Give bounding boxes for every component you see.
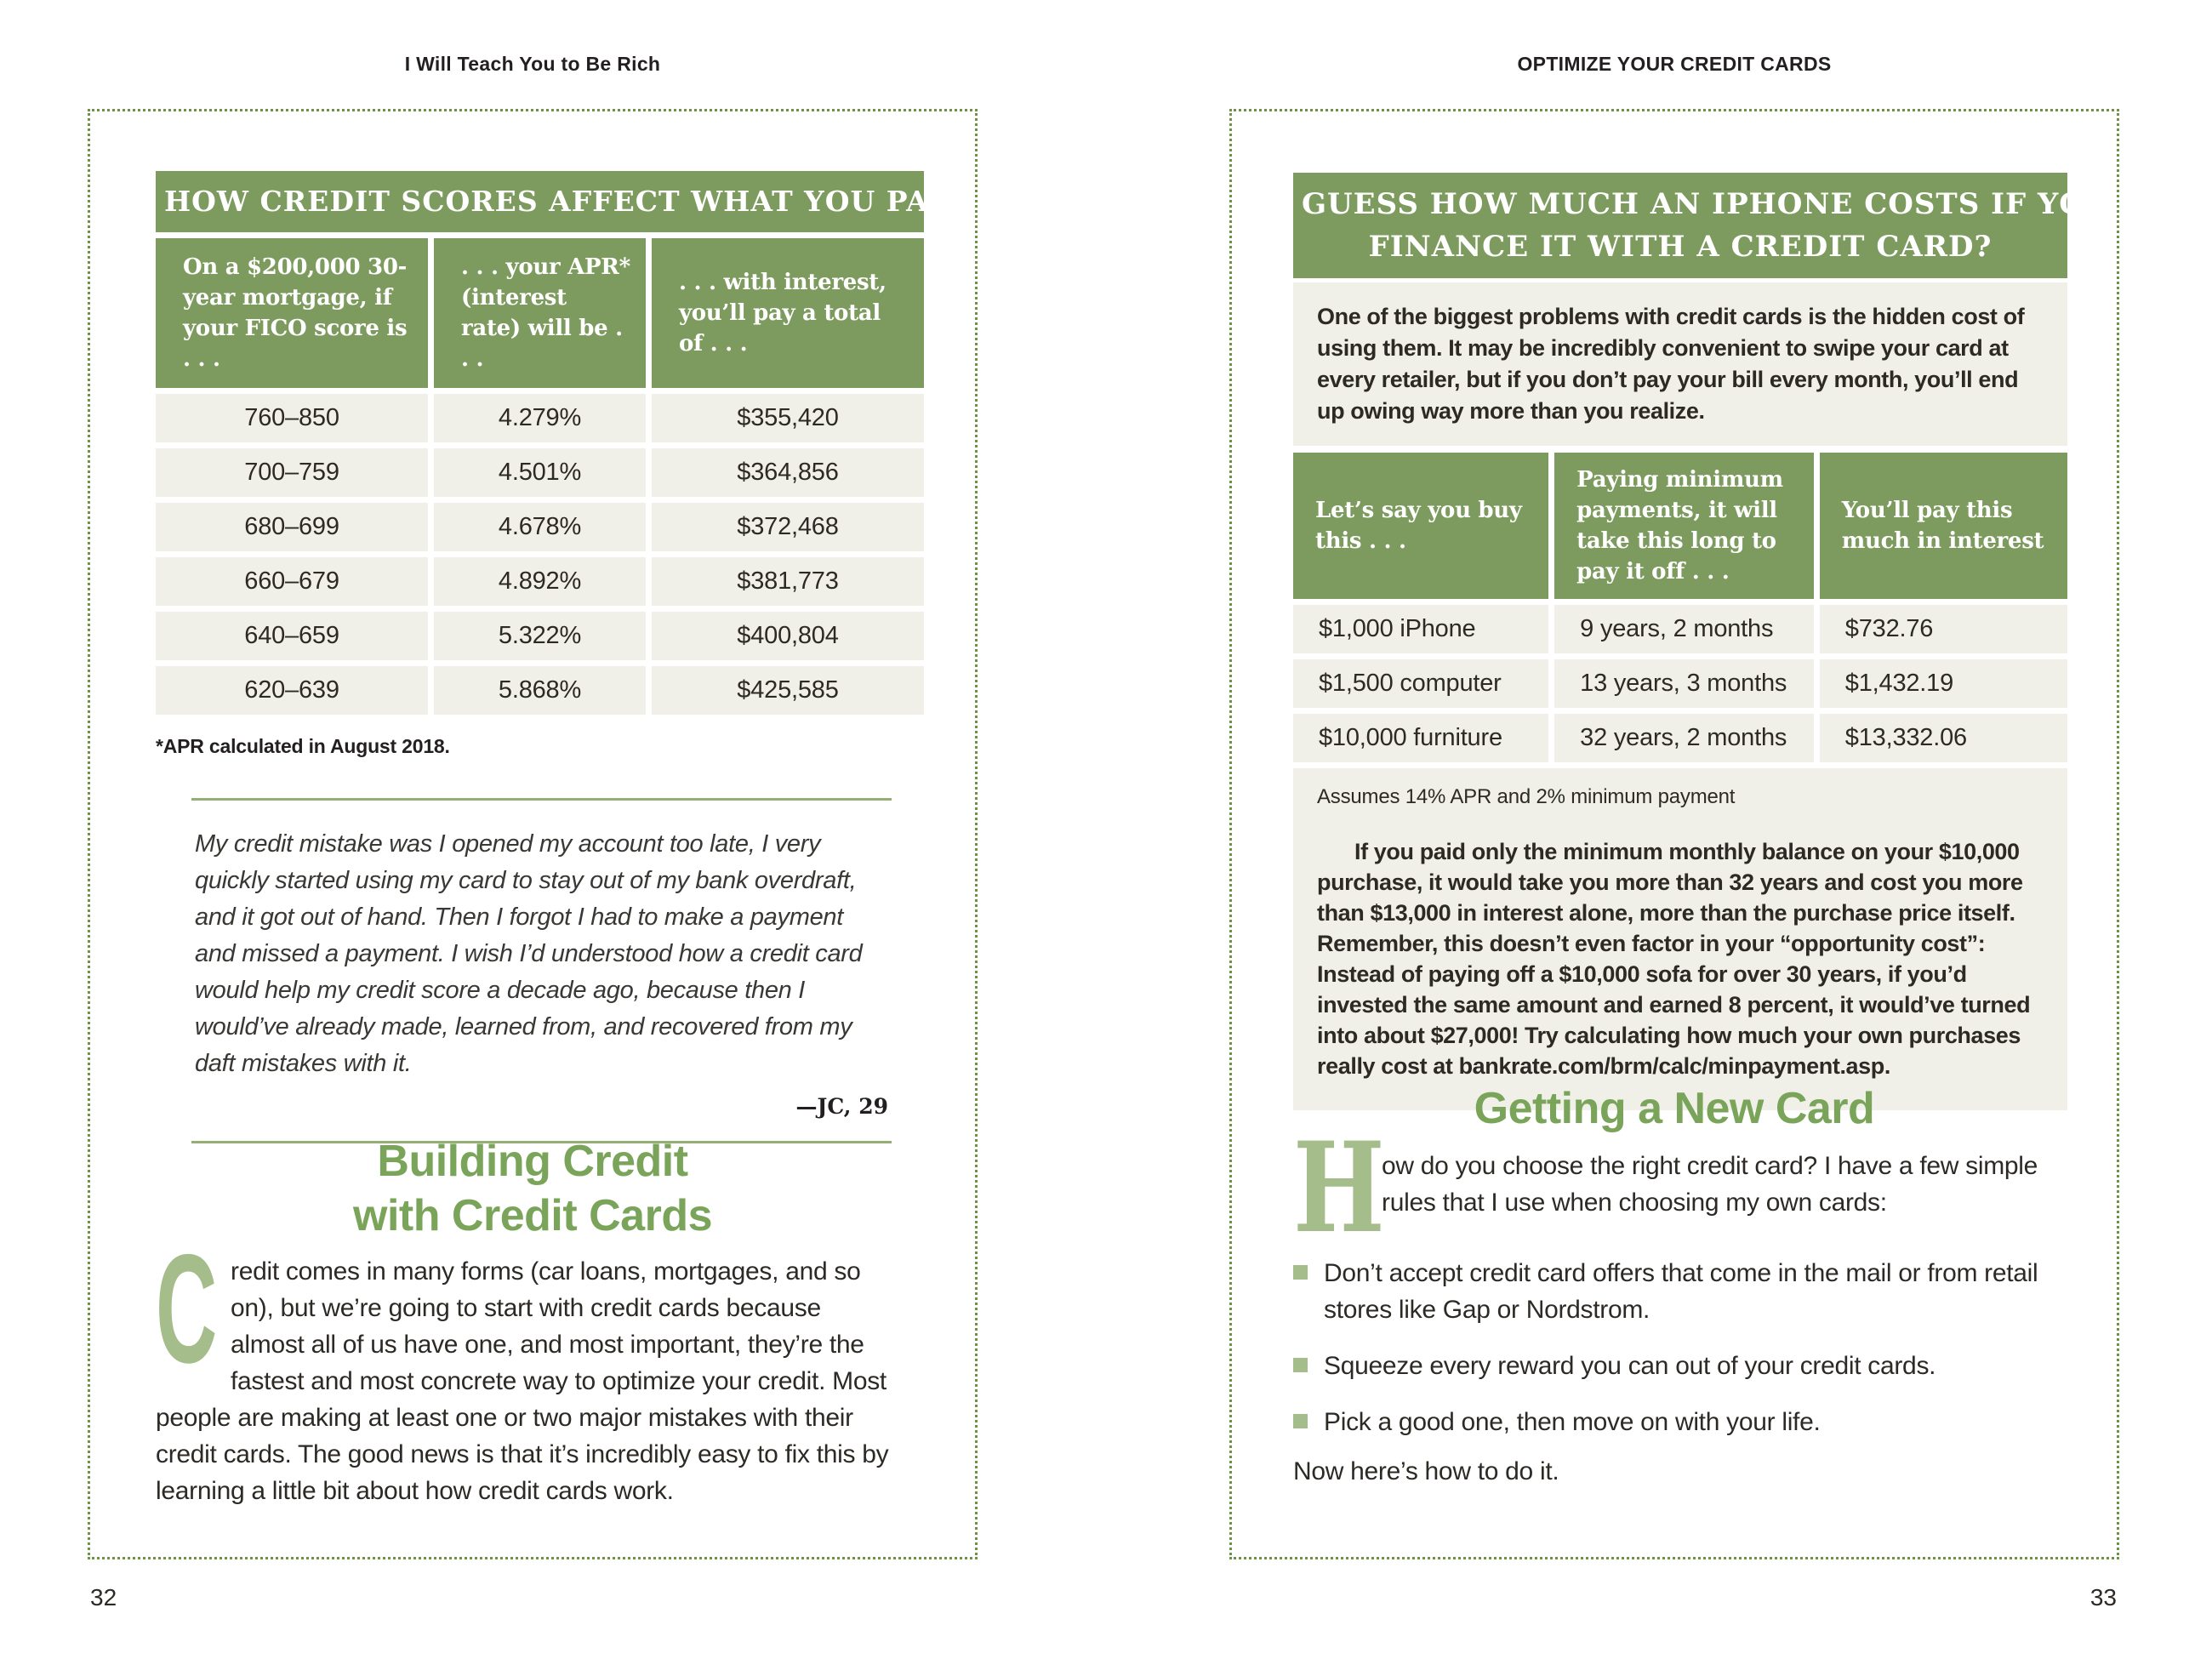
iphone-box-intro: One of the biggest problems with credit cards is the hidden cost of using them. It may be incredibly convenient to swipe your card at every retailer, but if you don’t pay your bill every month, you’ll end up owing way more than you realize. — [1293, 282, 2067, 446]
bullet-square-icon — [1293, 1414, 1308, 1428]
table-row — [156, 448, 924, 497]
total-value: $372,468 — [652, 503, 924, 551]
interest-paid: $13,332.06 — [1820, 714, 2067, 762]
getting-new-card-paragraph — [1293, 1115, 2061, 1261]
apr-value: 4.501% — [434, 448, 646, 497]
iphone-box-title — [1293, 173, 2112, 278]
table-row — [156, 612, 924, 660]
right-page — [1229, 109, 2119, 1559]
fico-range: 700–759 — [156, 448, 428, 497]
table-row — [1293, 714, 2067, 762]
interest-paid: $732.76 — [1820, 605, 2067, 653]
closing-line: Now here’s how to do it. — [1293, 1457, 1559, 1485]
list-item — [1293, 1255, 2067, 1328]
table-row — [156, 503, 924, 551]
left-page — [88, 109, 978, 1559]
table-row — [156, 394, 924, 442]
apr-value: 4.892% — [434, 557, 646, 606]
total-value: $400,804 — [652, 612, 924, 660]
credit-score-col-header-fico: On a $200,000 30-year mortgage, if your FICO score is . . . — [156, 238, 428, 388]
rule-text: Don’t accept credit card offers that come in the mail or from retail stores like Gap or Nordstrom. — [1324, 1259, 2038, 1324]
credit-score-table-title-text: HOW CREDIT SCORES AFFECT WHAT YOU PAY — [164, 185, 949, 218]
purchase-item: $1,000 iPhone — [1293, 605, 1548, 653]
credit-score-table-title — [156, 171, 949, 232]
total-value: $364,856 — [652, 448, 924, 497]
list-item — [1293, 1404, 2067, 1440]
total-value: $425,585 — [652, 666, 924, 715]
building-credit-paragraph-text: redit comes in many forms (car loans, mortgages, and so on), but we’re going to start with credit cards because almost all of us have one, and most important, they’re the fastest and most concrete way to optimize your credit. Most people are making at least one or two major mistakes with their credit cards. The good news is that it’s incredibly easy to fix this by learning a little bit about how credit cards work. — [156, 1257, 889, 1505]
bullet-square-icon — [1293, 1265, 1308, 1280]
payoff-duration: 13 years, 3 months — [1554, 659, 1814, 708]
page-number-left: 32 — [90, 1584, 117, 1611]
fico-range: 640–659 — [156, 612, 428, 660]
section-heading-building-credit — [90, 1134, 975, 1243]
heading-line-2: with Credit Cards — [353, 1191, 712, 1240]
apr-value: 5.322% — [434, 612, 646, 660]
min-pay-col-header-interest: You’ll pay this much in interest — [1820, 453, 2067, 599]
drop-cap-c: C — [156, 1222, 218, 1395]
iphone-box-title-line-1: GUESS HOW MUCH AN IPHONE COSTS IF YOU — [1302, 187, 2112, 221]
apr-value: 4.279% — [434, 394, 646, 442]
credit-score-col-header-total: . . . with interest, you’ll pay a total of . . . — [652, 238, 924, 388]
rule-text: Squeeze every reward you can out of your credit cards. — [1324, 1352, 1936, 1380]
payoff-duration: 32 years, 2 months — [1554, 714, 1814, 762]
heading-line-1: Building Credit — [377, 1137, 688, 1186]
card-rules-list — [1293, 1255, 2067, 1460]
right-running-head: OPTIMIZE YOUR CREDIT CARDS — [1517, 53, 1832, 75]
fico-range: 760–850 — [156, 394, 428, 442]
fico-range: 680–699 — [156, 503, 428, 551]
table-row — [1293, 605, 2067, 653]
credit-score-table-header-row — [156, 238, 924, 388]
getting-new-card-paragraph-text: ow do you choose the right credit card? I have a few simple rules that I use when choosing my own cards: — [1382, 1152, 2038, 1217]
min-pay-col-header-duration: Paying minimum payments, it will take this long to pay it off . . . — [1554, 453, 1814, 599]
apr-footnote: *APR calculated in August 2018. — [156, 735, 450, 757]
rule-text: Pick a good one, then move on with your life. — [1324, 1408, 1821, 1436]
fico-range: 660–679 — [156, 557, 428, 606]
fico-range: 620–639 — [156, 666, 428, 715]
credit-score-col-header-apr: . . . your APR* (interest rate) will be . . . — [434, 238, 646, 388]
iphone-box-title-line-2: FINANCE IT WITH A CREDIT CARD? — [1368, 230, 1993, 264]
purchase-item: $10,000 furniture — [1293, 714, 1548, 762]
apr-value: 4.678% — [434, 503, 646, 551]
table-row — [156, 666, 924, 715]
minimum-payment-table-header-row — [1293, 453, 2067, 599]
table-row — [156, 557, 924, 606]
reader-quote-text: My credit mistake was I opened my account too late, I very quickly started using my card to stay out of my bank overdraft, and it got out of hand. Then I forgot I had to make a payment and missed a payment. I wish I’d understood how a credit card would help my credit score a decade ago, because then I would’ve already made, learned from, and recovered from my daft mistakes with it. — [195, 830, 863, 1077]
section-heading-getting-new-card: Getting a New Card — [1474, 1084, 1875, 1133]
drop-cap-h: H — [1293, 1115, 1385, 1261]
iphone-box-bottom — [1293, 768, 2067, 1110]
list-item — [1293, 1348, 2067, 1384]
reader-quote-attribution: —JC, 29 — [795, 1094, 888, 1119]
left-running-head: I Will Teach You to Be Rich — [404, 53, 661, 75]
credit-score-table — [156, 171, 949, 758]
min-pay-col-header-item: Let’s say you buy this . . . — [1293, 453, 1548, 599]
payoff-duration: 9 years, 2 months — [1554, 605, 1814, 653]
reader-quote — [191, 798, 892, 1143]
apr-value: 5.868% — [434, 666, 646, 715]
interest-paid: $1,432.19 — [1820, 659, 2067, 708]
building-credit-paragraph — [156, 1222, 901, 1509]
iphone-cost-box — [1293, 173, 2112, 1110]
minimum-payment-explanation: If you paid only the minimum monthly balance on your $10,000 purchase, it would take you more than 32 years and cost you more than $13,000 in interest alone, more than the purchase price itself. Remember, this doesn’t even factor in your “opportunity cost”: Instead of paying off a $10,000 sofa for over 30 years, if you’d invested the same amount and earned 8 percent, it would’ve turned into about $27,000! Try calculating how much your own purchases really cost at bankrate.com/brm/calc/minpayment.asp. — [1317, 839, 2031, 1079]
bullet-square-icon — [1293, 1358, 1308, 1372]
apr-assumption-note: Assumes 14% APR and 2% minimum payment — [1317, 785, 1736, 808]
total-value: $381,773 — [652, 557, 924, 606]
total-value: $355,420 — [652, 394, 924, 442]
table-row — [1293, 659, 2067, 708]
page-number-right: 33 — [2089, 1584, 2117, 1611]
purchase-item: $1,500 computer — [1293, 659, 1548, 708]
